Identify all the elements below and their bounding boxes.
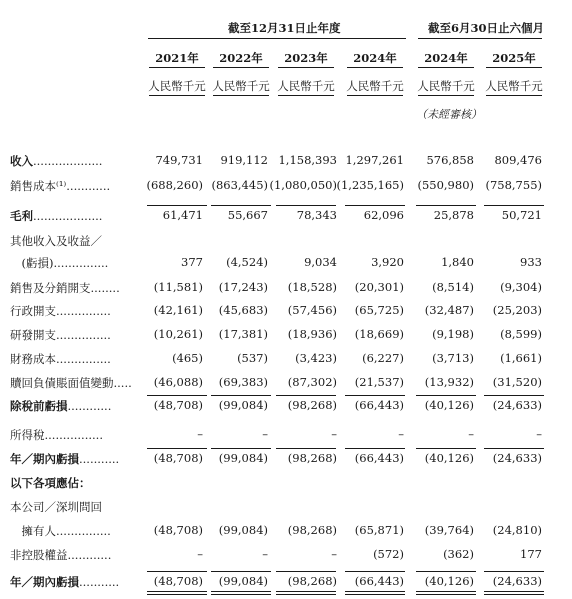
row-value-col-2: (99,084) — [218, 523, 268, 537]
row-value-col-4: (66,443) — [354, 398, 404, 412]
row-value-col-1: (48,708) — [153, 451, 203, 465]
unit-header-rule-3 — [278, 95, 334, 96]
row-value-col-6: (24,633) — [492, 398, 542, 412]
row-label-text: (虧損) — [10, 256, 54, 270]
row-value-col-3: – — [331, 427, 337, 441]
row-label-text: 贖回負債賬面值變動 — [10, 376, 114, 390]
row-leader-dots: ............ — [67, 548, 112, 562]
subtotal-rule — [147, 395, 207, 396]
row-label — [10, 375, 132, 391]
row-value-col-6: (25,203) — [492, 303, 542, 317]
row-value-col-2: 55,667 — [227, 208, 268, 222]
row-value-col-1: (48,708) — [153, 523, 203, 537]
row-label-text: 年／期內虧損 — [10, 575, 79, 589]
row-label-text: 年／期內虧損 — [10, 452, 79, 466]
row-value-col-1: 749,731 — [155, 153, 203, 167]
row-label-text: 銷售及分銷開支 — [10, 281, 91, 295]
row-value-col-2: (99,084) — [218, 574, 268, 588]
row-value-col-4: 3,920 — [371, 255, 404, 269]
row-value-col-2: (45,683) — [218, 303, 268, 317]
row-leader-dots: ............... — [56, 524, 111, 538]
row-value-col-2: (17,381) — [218, 327, 268, 341]
row-value-col-3: 1,158,393 — [278, 153, 337, 167]
row-value-col-1: (46,088) — [153, 375, 203, 389]
unit-header-2: 人民幣千元 — [212, 79, 270, 93]
row-value-col-6: (24,810) — [492, 523, 542, 537]
row-value-col-3: (98,268) — [287, 398, 337, 412]
row-value-col-1: (11,581) — [153, 280, 203, 294]
year-header-rule-5 — [418, 67, 474, 68]
subtotal-rule — [276, 395, 336, 396]
row-label — [10, 255, 108, 271]
row-value-col-4: (21,537) — [354, 375, 404, 389]
year-header-6: 2025年 — [492, 51, 536, 65]
row-label — [10, 574, 119, 590]
year-header-5: 2024年 — [424, 51, 468, 65]
subtotal-rule — [484, 205, 544, 206]
row-label — [10, 327, 111, 343]
row-label — [10, 427, 103, 443]
row-value-col-1: 61,471 — [162, 208, 203, 222]
row-value-col-1: (48,708) — [153, 574, 203, 588]
row-leader-dots: ................... — [33, 209, 103, 223]
row-value-col-4: (65,871) — [354, 523, 404, 537]
year-header-2: 2022年 — [219, 51, 263, 65]
row-value-col-6: (9,304) — [500, 280, 542, 294]
year-header-3: 2023年 — [284, 51, 328, 65]
row-value-col-5: (40,126) — [424, 574, 474, 588]
row-value-col-3: (98,268) — [287, 523, 337, 537]
total-double-rule — [147, 594, 207, 595]
subtotal-rule — [211, 205, 271, 206]
row-value-col-5: (362) — [443, 547, 474, 561]
row-label-text: 所得稅 — [10, 428, 45, 442]
subtotal-rule — [345, 395, 405, 396]
row-label-text: 收入 — [10, 154, 33, 168]
row-value-col-1: – — [197, 547, 203, 561]
row-value-col-6: (31,520) — [492, 375, 542, 389]
row-label — [10, 398, 111, 414]
row-label-text: 其他收入及收益／ — [10, 234, 102, 248]
year-header-rule-6 — [486, 67, 542, 68]
row-value-col-5: (3,713) — [432, 351, 474, 365]
year-header-rule-2 — [213, 67, 269, 68]
row-label-text: 以下各項應佔： — [10, 476, 91, 490]
row-leader-dots: ............... — [56, 352, 111, 366]
row-value-col-5: (9,198) — [432, 327, 474, 341]
subtotal-rule — [484, 448, 544, 449]
row-value-col-1: (10,261) — [153, 327, 203, 341]
year-header-rule-1 — [149, 67, 205, 68]
row-value-col-4: (20,301) — [354, 280, 404, 294]
row-label-text: 本公司／深圳問回 — [10, 500, 102, 514]
row-label — [10, 280, 120, 296]
row-leader-dots: ........... — [79, 452, 120, 466]
row-value-col-2: 919,112 — [220, 153, 268, 167]
row-label-text: 毛利 — [10, 209, 33, 223]
row-value-col-4: (6,227) — [362, 351, 404, 365]
unit-header-rule-5 — [418, 95, 474, 96]
row-value-col-6: (24,633) — [492, 451, 542, 465]
row-value-col-5: (40,126) — [424, 451, 474, 465]
row-value-col-5: – — [468, 427, 474, 441]
row-value-col-4: (18,669) — [354, 327, 404, 341]
row-value-col-1: (42,161) — [153, 303, 203, 317]
row-value-col-3: (18,528) — [287, 280, 337, 294]
row-value-col-3: – — [331, 547, 337, 561]
total-double-rule — [276, 591, 336, 592]
row-value-col-2: – — [262, 547, 268, 561]
subtotal-rule — [211, 448, 271, 449]
row-value-col-5: (39,764) — [424, 523, 474, 537]
row-value-col-3: (3,423) — [295, 351, 337, 365]
row-label — [10, 499, 102, 515]
total-double-rule — [345, 594, 405, 595]
row-label-text: 財務成本 — [10, 352, 56, 366]
subtotal-rule — [276, 205, 336, 206]
row-label-text: 銷售成本⁽¹⁾ — [10, 179, 67, 193]
row-leader-dots: ................... — [33, 154, 103, 168]
row-label — [10, 233, 102, 249]
row-value-col-6: – — [536, 427, 542, 441]
subtotal-rule — [416, 205, 476, 206]
row-value-col-3: (98,268) — [287, 451, 337, 465]
row-value-col-3: (98,268) — [287, 574, 337, 588]
row-value-col-1: (465) — [172, 351, 203, 365]
row-value-col-1: (48,708) — [153, 398, 203, 412]
row-value-col-4: – — [398, 427, 404, 441]
row-value-col-6: 177 — [520, 547, 542, 561]
subtotal-rule — [147, 205, 207, 206]
year-header-4: 2024年 — [353, 51, 397, 65]
row-value-col-5: (8,514) — [432, 280, 474, 294]
year-header-rule-3 — [278, 67, 334, 68]
row-label-text: 研發開支 — [10, 328, 56, 342]
row-label — [10, 153, 102, 169]
row-value-col-6: (1,661) — [500, 351, 542, 365]
row-label — [10, 523, 111, 539]
subtotal-rule — [211, 395, 271, 396]
row-value-col-6: 50,721 — [501, 208, 542, 222]
row-value-col-5: 1,840 — [441, 255, 474, 269]
row-value-col-5: (32,487) — [424, 303, 474, 317]
row-label — [10, 208, 102, 224]
unit-header-rule-2 — [213, 95, 269, 96]
total-double-rule — [211, 591, 271, 592]
unit-header-rule-4 — [347, 95, 403, 96]
row-leader-dots: ............... — [56, 328, 111, 342]
subtotal-rule — [484, 571, 544, 572]
subtotal-rule — [276, 571, 336, 572]
row-label — [10, 547, 111, 563]
row-value-col-2: (99,084) — [218, 398, 268, 412]
total-double-rule — [484, 591, 544, 592]
row-value-col-1: 377 — [181, 255, 203, 269]
total-double-rule — [416, 591, 476, 592]
row-value-col-3: (57,456) — [287, 303, 337, 317]
row-value-col-4: (65,725) — [354, 303, 404, 317]
row-value-col-4: (572) — [373, 547, 404, 561]
row-leader-dots: ..... — [113, 376, 132, 390]
subtotal-rule — [276, 448, 336, 449]
unit-header-rule-1 — [149, 95, 205, 96]
row-value-col-4: (66,443) — [354, 451, 404, 465]
row-value-col-1: – — [197, 427, 203, 441]
row-label-text: 非控股權益 — [10, 548, 68, 562]
row-value-col-4: (1,235,165) — [336, 178, 404, 192]
subtotal-rule — [345, 571, 405, 572]
row-value-col-3: (18,936) — [287, 327, 337, 341]
subtotal-rule — [345, 448, 405, 449]
row-leader-dots: ............ — [66, 179, 111, 193]
row-label-text: 除稅前虧損 — [10, 399, 68, 413]
row-value-col-3: 78,343 — [296, 208, 337, 222]
row-value-col-4: 1,297,261 — [345, 153, 404, 167]
subtotal-rule — [147, 571, 207, 572]
row-value-col-6: 933 — [520, 255, 542, 269]
unit-header-6: 人民幣千元 — [485, 79, 543, 93]
subtotal-rule — [416, 571, 476, 572]
row-value-col-2: (863,445) — [211, 178, 268, 192]
unit-header-1: 人民幣千元 — [148, 79, 206, 93]
year-header-rule-4 — [347, 67, 403, 68]
group-header-year-end-rule — [148, 38, 406, 39]
row-leader-dots: ............ — [67, 399, 112, 413]
subtotal-rule — [416, 448, 476, 449]
row-leader-dots: ........ — [90, 281, 120, 295]
row-value-col-2: (17,243) — [218, 280, 268, 294]
row-label — [10, 303, 111, 319]
group-header-six-months-rule — [418, 38, 542, 39]
unit-header-rule-6 — [486, 95, 542, 96]
unit-header-5: 人民幣千元 — [417, 79, 475, 93]
row-value-col-4: 62,096 — [363, 208, 404, 222]
row-leader-dots: ................ — [44, 428, 103, 442]
row-value-col-2: (4,524) — [226, 255, 268, 269]
row-value-col-5: (550,980) — [417, 178, 474, 192]
year-header-1: 2021年 — [155, 51, 199, 65]
subtotal-rule — [147, 448, 207, 449]
row-value-col-4: (66,443) — [354, 574, 404, 588]
subtotal-rule — [484, 395, 544, 396]
row-value-col-1: (688,260) — [146, 178, 203, 192]
total-double-rule — [211, 594, 271, 595]
total-double-rule — [345, 591, 405, 592]
unit-header-4: 人民幣千元 — [346, 79, 404, 93]
row-value-col-3: (87,302) — [287, 375, 337, 389]
row-value-col-5: 25,878 — [433, 208, 474, 222]
row-value-col-5: (40,126) — [424, 398, 474, 412]
total-double-rule — [276, 594, 336, 595]
subtotal-rule — [211, 571, 271, 572]
total-double-rule — [416, 594, 476, 595]
row-value-col-6: (758,755) — [485, 178, 542, 192]
row-label — [10, 475, 91, 491]
row-value-col-2: (99,084) — [218, 451, 268, 465]
row-label — [10, 451, 119, 467]
group-header-year-end: 截至12月31日止年度 — [228, 21, 341, 35]
row-label-text: 擁有人 — [10, 524, 56, 538]
row-value-col-2: (69,383) — [218, 375, 268, 389]
total-double-rule — [147, 591, 207, 592]
row-value-col-2: (537) — [237, 351, 268, 365]
row-value-col-2: – — [262, 427, 268, 441]
subtotal-rule — [345, 205, 405, 206]
unit-header-3: 人民幣千元 — [277, 79, 335, 93]
row-label-text: 行政開支 — [10, 304, 56, 318]
row-label — [10, 178, 110, 194]
row-value-col-6: (24,633) — [492, 574, 542, 588]
row-value-col-3: (1,080,050) — [269, 178, 337, 192]
row-value-col-6: 809,476 — [494, 153, 542, 167]
total-double-rule — [484, 594, 544, 595]
row-leader-dots: ............... — [53, 256, 109, 270]
subtotal-rule — [416, 395, 476, 396]
group-header-six-months: 截至6月30日止六個月 — [428, 21, 545, 35]
row-leader-dots: ............... — [56, 304, 111, 318]
row-value-col-5: (13,932) — [424, 375, 474, 389]
row-leader-dots: ........... — [79, 575, 120, 589]
row-value-col-3: 9,034 — [304, 255, 337, 269]
unaudited-note: （未經審核） — [416, 108, 482, 121]
row-label — [10, 351, 111, 367]
row-value-col-6: (8,599) — [500, 327, 542, 341]
row-value-col-5: 576,858 — [426, 153, 474, 167]
